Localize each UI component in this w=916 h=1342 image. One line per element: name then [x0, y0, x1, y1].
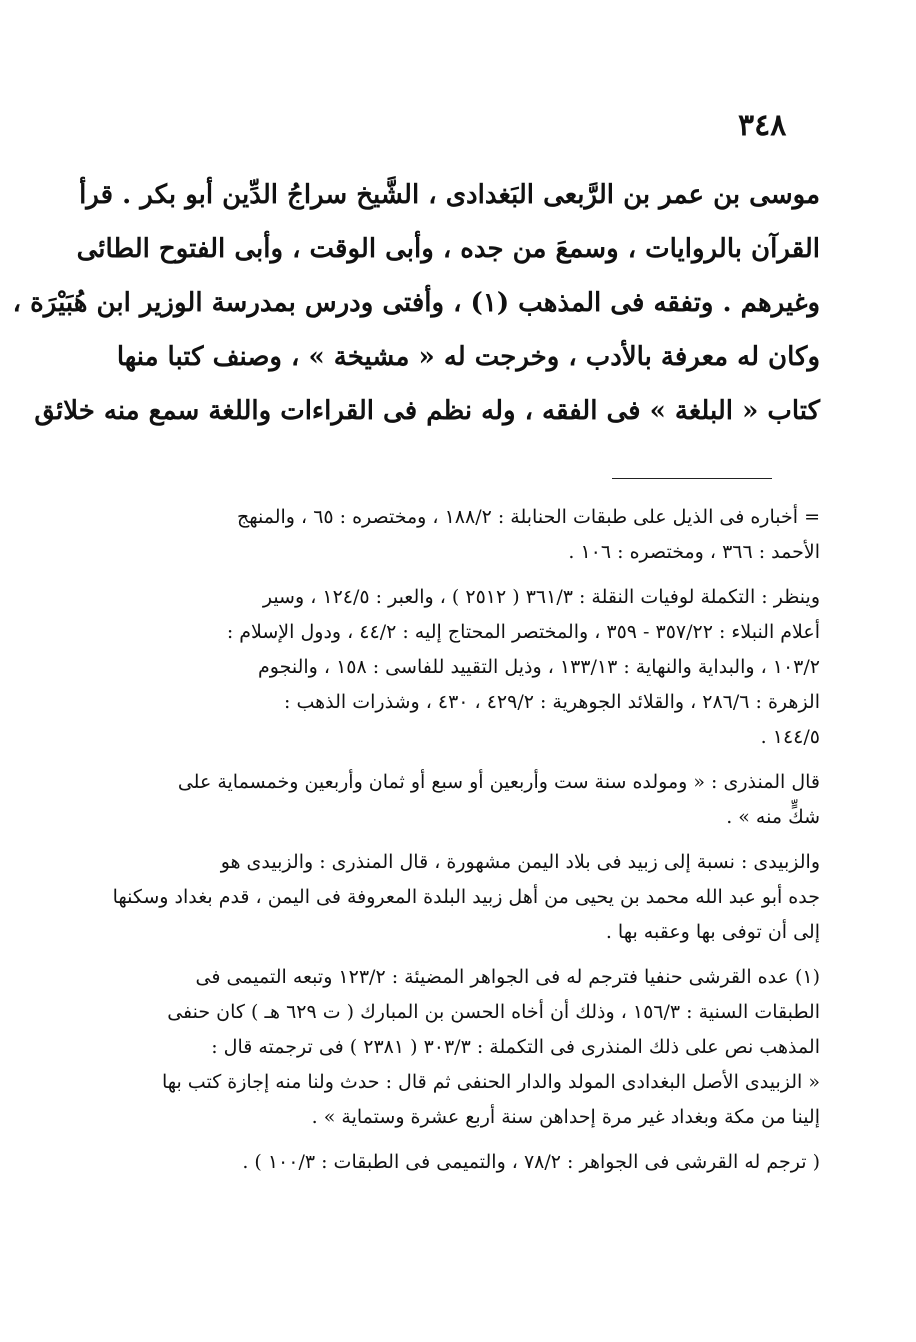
footnote-line: أعلام النبلاء : ٣٥٧/٢٢ - ٣٥٩ ، والمختصر المحتاج إليه : ٤٤/٢ ، ودول الإسلام :: [226, 621, 820, 643]
footnote-line: ( ترجم له القرشى فى الجواهر : ٧٨/٢ ، والتميمى فى الطبقات : ١٠٠/٣ ) .: [242, 1151, 820, 1173]
footnotes: [100, 500, 820, 1190]
main-text-line: موسى بن عمر بن الرَّبعى البَغدادى ، الشَّيخ سراجُ الدِّين أبو بكر . قرأ: [79, 180, 820, 210]
footnote-line: ١٠٣/٢ ، والبداية والنهاية : ١٣٣/١٣ ، وذيل التقييد للفاسى : ١٥٨ ، والنجوم: [258, 656, 820, 678]
footnote-line: والزبيدى : نسبة إلى زبيد فى بلاد اليمن مشهورة ، قال المنذرى : والزبيدى هو: [220, 851, 820, 873]
footnote-line: الزهرة : ٢٨٦/٦ ، والقلائد الجوهرية : ٤٢٩/٢ ، ٤٣٠ ، وشذرات الذهب :: [284, 691, 820, 713]
footnote-separator: [612, 478, 772, 479]
footnote-line: « الزبيدى الأصل البغدادى المولد والدار الحنفى ثم قال : حدث ولنا منه إجازة كتب بها: [161, 1071, 820, 1093]
footnote-line: الطبقات السنية : ١٥٦/٣ ، وذلك أن أخاه الحسن بن المبارك ( ت ٦٢٩ هـ ) كان حنفى: [167, 1001, 820, 1023]
footnote-birth: [100, 765, 820, 835]
footnote-line: إلينا من مكة وبغداد غير مرة إحداهن سنة أربع عشرة وستماية » .: [311, 1106, 820, 1128]
footnote-sources: [100, 580, 820, 755]
main-text-line: وكان له معرفة بالأدب ، وخرجت له « مشيخة » ، وصنف كتبا منها: [116, 342, 820, 372]
footnote-continuation: [100, 500, 820, 570]
main-text-line: القرآن بالروايات ، وسمعَ من جده ، وأبى الوقت ، وأبى الفتوح الطائى: [76, 234, 820, 264]
footnote-nisba: [100, 845, 820, 950]
footnote-line: الأحمد : ٣٦٦ ، ومختصره : ١٠٦ .: [568, 541, 820, 563]
footnote-line: ١٤٤/٥ .: [760, 726, 820, 748]
page-number: ٣٤٨: [738, 108, 787, 143]
main-text-line: كتاب « البلغة » فى الفقه ، وله نظم فى القراءات واللغة سمع منه خلائق: [34, 396, 820, 426]
main-text: [12, 168, 820, 438]
footnote-brother: [100, 1145, 820, 1180]
footnote-line: قال المنذرى : « ومولده سنة ست وأربعين أو سبع أو ثمان وأربعين وخمسماية على: [177, 771, 820, 793]
footnote-line: = أخباره فى الذيل على طبقات الحنابلة : ١٨٨/٢ ، ومختصره : ٦٥ ، والمنهج: [236, 506, 820, 528]
footnote-line: جده أبو عبد الله محمد بن يحيى من أهل زبيد البلدة المعروفة فى اليمن ، قدم بغداد وسكنها: [112, 886, 820, 908]
footnote-line: (١) عده القرشى حنفيا فترجم له فى الجواهر المضيئة : ١٢٣/٢ وتبعه التميمى فى: [195, 966, 820, 988]
main-text-line: وغيرهم . وتفقه فى المذهب (١) ، وأفتى ودرس بمدرسة الوزير ابن هُبَيْرَة ،: [12, 288, 820, 318]
footnote-line: إلى أن توفى بها وعقبه بها .: [605, 921, 820, 943]
footnote-1: [100, 960, 820, 1135]
footnote-line: وينظر : التكملة لوفيات النقلة : ٣٦١/٣ ( ٢٥١٢ ) ، والعبر : ١٢٤/٥ ، وسير: [262, 586, 820, 608]
footnote-line: المذهب نص على ذلك المنذرى فى التكملة : ٣٠٣/٣ ( ٢٣٨١ ) فى ترجمته قال :: [211, 1036, 820, 1058]
footnote-line: شكٍّ منه » .: [726, 806, 820, 828]
